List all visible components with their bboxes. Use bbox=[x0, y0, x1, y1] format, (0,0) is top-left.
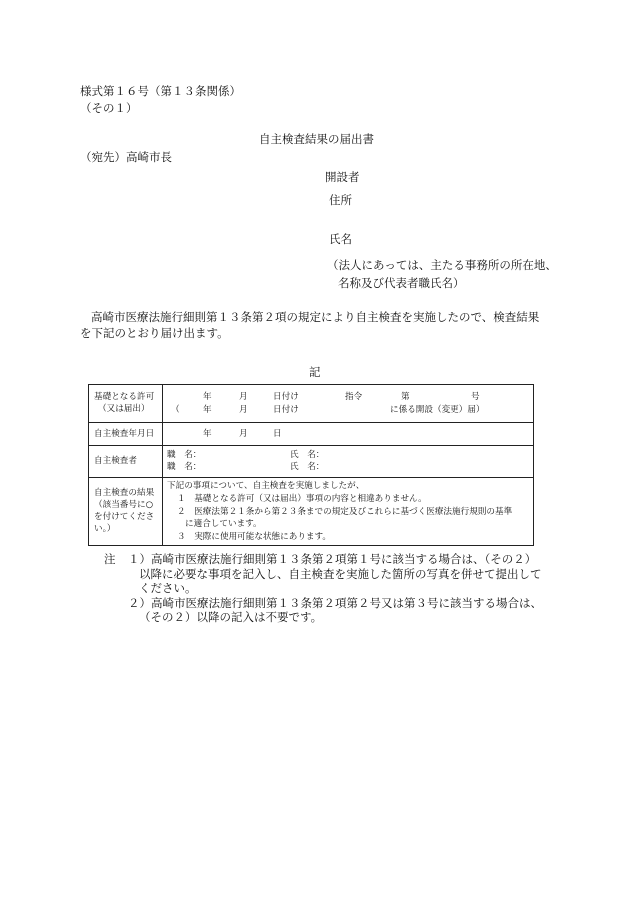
row1-open-paren: （ bbox=[171, 405, 180, 415]
inspector-title-1: 職 名： bbox=[167, 450, 202, 460]
row1-go: 号 bbox=[471, 392, 480, 402]
row1-directive: 指令 bbox=[345, 392, 363, 402]
result-item-2-cont: に適合しています。 bbox=[185, 519, 262, 529]
note-2-line2: （その２）以降の記入は不要です。 bbox=[139, 610, 323, 624]
result-item-3: ３ 実際に使用可能な状態にあります。 bbox=[177, 532, 332, 542]
row2-month: 月 bbox=[239, 429, 248, 439]
row2-day: 日 bbox=[273, 429, 282, 439]
page-title: 自主検査結果の届出書 bbox=[259, 132, 374, 146]
address-label: 住所 bbox=[329, 193, 352, 207]
note-1-line3: ください。 bbox=[139, 581, 197, 595]
row1-dai: 第 bbox=[401, 392, 410, 402]
row1-label-line2: （又は届出） bbox=[98, 404, 150, 414]
result-item-2: ２ 医療法第２１条から第２３条までの規定及びこれらに基づく医療法施行規則の基準 bbox=[177, 507, 513, 517]
row2-year: 年 bbox=[203, 429, 212, 439]
row1-year2: 年 bbox=[203, 405, 212, 415]
row2-label: 自主検査年月日 bbox=[94, 429, 155, 439]
note-1-line1: １）高崎市医療法施行細則第１３条第２項第１号に該当する場合は、（その２） bbox=[128, 552, 537, 566]
inspector-name-1: 氏 名： bbox=[290, 450, 325, 460]
corporate-note-line2: 名称及び代表者職氏名） bbox=[338, 276, 465, 290]
name-label: 氏名 bbox=[329, 232, 352, 246]
inspector-title-2: 職 名： bbox=[167, 462, 202, 472]
row4-label-line2: （該当番号に○ bbox=[94, 500, 154, 510]
body-text-line1: 高崎市医療法施行細則第１３条第２項の規定により自主検査を実施したので、検査結果 bbox=[91, 310, 540, 324]
note-2-line1: ２）高崎市医療法施行細則第１３条第２項第２号又は第３号に該当する場合は、 bbox=[128, 596, 542, 610]
corporate-note-line1: （法人にあっては、主たる事務所の所在地、 bbox=[327, 258, 557, 272]
form-table bbox=[88, 384, 534, 546]
table-row-divider bbox=[89, 477, 533, 478]
row1-month2: 月 bbox=[239, 405, 248, 415]
applicant-label: 開設者 bbox=[325, 170, 360, 184]
form-part: （その１） bbox=[80, 101, 138, 115]
form-number: 様式第１６号（第１３条関係） bbox=[80, 84, 241, 98]
row3-label: 自主検査者 bbox=[94, 456, 137, 466]
row1-year: 年 bbox=[203, 392, 212, 402]
row4-label-line3: を付けてくださ bbox=[94, 512, 155, 522]
body-text-line2: を下記のとおり届け出ます。 bbox=[80, 326, 229, 340]
note-1-line2: 以降に必要な事項を記入し、自主検査を実施した箇所の写真を併せて提出して bbox=[139, 567, 542, 581]
row4-label-line4: い。） bbox=[94, 524, 116, 534]
inspector-name-2: 氏 名： bbox=[290, 462, 325, 472]
row1-dated: 日付け bbox=[273, 392, 299, 402]
row1-dated2: 日付け bbox=[273, 405, 299, 415]
addressee: （宛先）高崎市長 bbox=[80, 150, 172, 164]
row1-month: 月 bbox=[239, 392, 248, 402]
ki-heading: 記 bbox=[309, 365, 321, 379]
result-item-1: １ 基礎となる許可（又は届出）事項の内容と相違ありません。 bbox=[177, 494, 427, 504]
table-row-divider bbox=[89, 422, 533, 423]
table-row-divider bbox=[89, 445, 533, 446]
result-intro: 下記の事項について、自主検査を実施しましたが、 bbox=[167, 481, 365, 491]
row4-label-line1: 自主検査の結果 bbox=[94, 488, 155, 498]
row1-tail: に係る開設（変更）届） bbox=[390, 405, 485, 415]
row1-label-line1: 基礎となる許可 bbox=[94, 392, 155, 402]
table-column-divider bbox=[162, 385, 163, 545]
notes-label: 注 bbox=[104, 552, 116, 566]
